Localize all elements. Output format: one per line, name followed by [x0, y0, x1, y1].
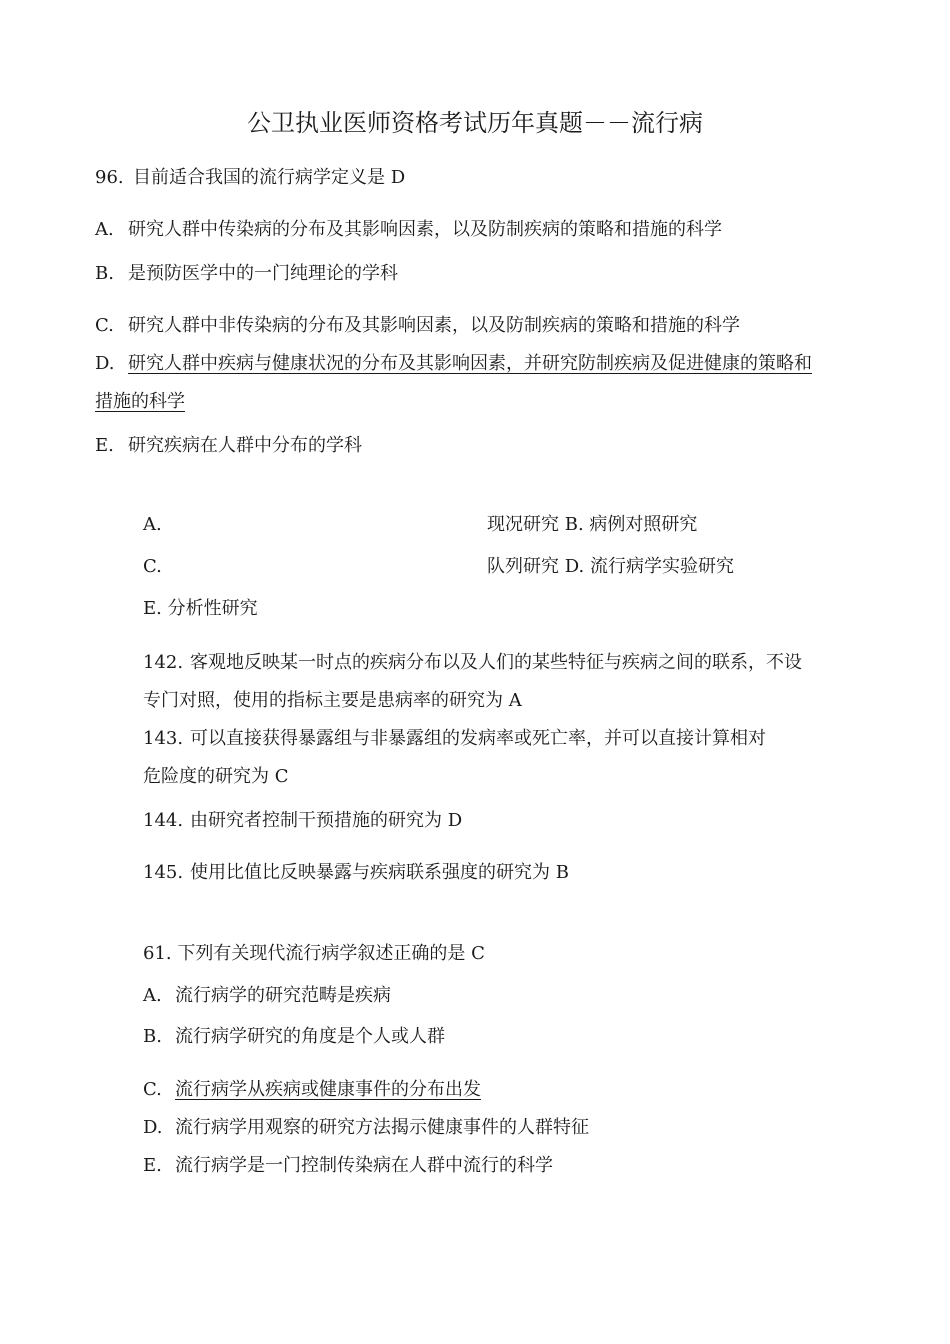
option-text: 流行病学研究的角度是个人或人群	[175, 1026, 445, 1047]
question-number: 144.	[143, 810, 184, 831]
question-142-continued: 专门对照，使用的指标主要是患病率的研究为 A	[143, 690, 522, 711]
option-label: E.	[95, 435, 114, 456]
option-label: C.	[143, 1079, 162, 1100]
option-label: C.	[95, 315, 114, 336]
option-label: B.	[95, 263, 114, 284]
option-label: A.	[143, 985, 162, 1006]
option-a	[95, 218, 722, 242]
option-text-correct: 研究人群中疾病与健康状况的分布及其影响因素，并研究防制疾病及促进健康的策略和	[128, 353, 812, 374]
question-144	[143, 809, 462, 833]
question-142	[143, 651, 802, 675]
question-96	[95, 166, 405, 190]
shared-option-a-b-text: 现况研究 B. 病例对照研究	[487, 514, 698, 535]
page-title: 公卫执业医师资格考试历年真题－－流行病	[247, 109, 703, 137]
option-label: D.	[95, 353, 115, 374]
q61-option-a	[143, 984, 391, 1008]
option-text: 流行病学的研究范畴是疾病	[175, 985, 391, 1006]
question-143	[143, 727, 766, 751]
option-text: 研究人群中传染病的分布及其影响因素，以及防制疾病的策略和措施的科学	[128, 219, 722, 240]
question-number: 96.	[95, 167, 124, 188]
option-label: E.	[143, 1155, 162, 1176]
shared-option-c-d-text: 队列研究 D. 流行病学实验研究	[487, 556, 734, 577]
question-text: 目前适合我国的流行病学定义是 D	[133, 167, 406, 188]
option-c	[95, 314, 740, 338]
question-145	[143, 861, 569, 885]
question-text: 可以直接获得暴露组与非暴露组的发病率或死亡率，并可以直接计算相对	[190, 728, 766, 749]
q61-option-b	[143, 1025, 445, 1049]
question-text: 由研究者控制干预措施的研究为 D	[190, 810, 463, 831]
question-number: 142.	[143, 652, 184, 673]
option-d-continued	[95, 390, 185, 414]
question-143-continued: 危险度的研究为 C	[143, 766, 289, 787]
option-text: 流行病学是一门控制传染病在人群中流行的科学	[175, 1155, 553, 1176]
option-d	[95, 352, 812, 376]
shared-option-c-label: C.	[143, 556, 162, 577]
option-e	[95, 434, 362, 458]
option-text: 是预防医学中的一门纯理论的学科	[128, 263, 398, 284]
option-label: D.	[143, 1117, 163, 1138]
question-text: 客观地反映某一时点的疾病分布以及人们的某些特征与疾病之间的联系，不设	[190, 652, 802, 673]
shared-option-e: E. 分析性研究	[143, 598, 258, 619]
q61-option-e	[143, 1154, 553, 1178]
question-61: 61. 下列有关现代流行病学叙述正确的是 C	[143, 943, 485, 964]
option-label: A.	[95, 219, 114, 240]
question-number: 143.	[143, 728, 184, 749]
shared-option-a-label: A.	[143, 514, 162, 535]
option-text: 研究疾病在人群中分布的学科	[128, 435, 362, 456]
q61-option-d	[143, 1116, 589, 1140]
question-number: 145.	[143, 862, 184, 883]
option-text: 研究人群中非传染病的分布及其影响因素，以及防制疾病的策略和措施的科学	[128, 315, 740, 336]
option-text-correct: 措施的科学	[95, 391, 185, 412]
question-text: 使用比值比反映暴露与疾病联系强度的研究为 B	[190, 862, 569, 883]
option-text-correct: 流行病学从疾病或健康事件的分布出发	[175, 1079, 481, 1100]
option-text: 流行病学用观察的研究方法揭示健康事件的人群特征	[175, 1117, 589, 1138]
option-b	[95, 262, 398, 286]
q61-option-c	[143, 1078, 481, 1102]
option-label: B.	[143, 1026, 162, 1047]
